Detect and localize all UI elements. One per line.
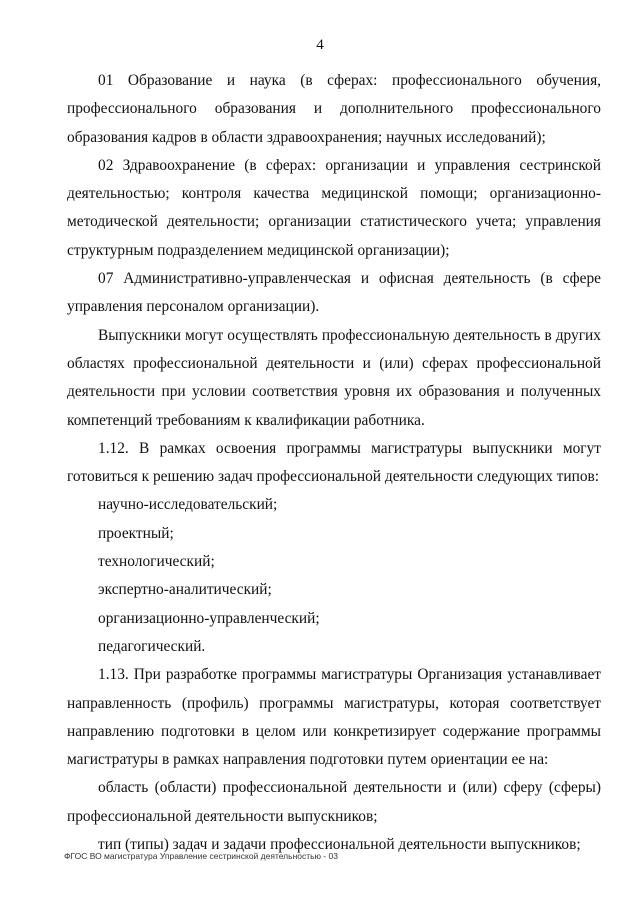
list-item-expert-analytical: экспертно-аналитический;	[98, 581, 272, 599]
paragraph-section-1-13: 1.13. При разработке программы магистратуры Организация устанавливает направленность (профиль) программы магистратуры, которая соответствует направлению подготовки в целом или конкретизирует содержание программы магистратуры в рамках направления подготовки путем ориентации ее на:	[67, 666, 601, 769]
paragraph-professional-area: область (области) профессиональной деятельности и (или) сферу (сферы) профессиональной деятельности выпускников;	[67, 779, 601, 825]
list-item-technological: технологический;	[98, 553, 215, 571]
list-item-research: научно-исследовательский;	[98, 496, 278, 514]
paragraph-graduates-other-areas: Выпускники могут осуществлять профессиональную деятельность в других областях профессиональной деятельности и (или) сферах профессиональной деятельности при условии соответствия уровня их образования и полученных компетенций требованиям к квалификации работника.	[67, 326, 601, 429]
list-item-organizational-managerial: организационно-управленческий;	[98, 609, 320, 627]
paragraph-task-types: тип (типы) задач и задачи профессиональной деятельности выпускников;	[98, 836, 581, 854]
page-number: 4	[316, 37, 324, 53]
document-body	[67, 67, 601, 859]
paragraph-section-1-12: 1.12. В рамках освоения программы магистратуры выпускники могут готовиться к решению задач профессиональной деятельности следующих типов:	[67, 439, 601, 486]
paragraph-education-science: 01 Образование и наука (в сферах: профессионального обучения, профессионального образования и дополнительного профессионального образования кадров в области здравоохранения; научных исследований);	[67, 72, 601, 146]
list-item-pedagogical: педагогический.	[98, 637, 206, 655]
page-footer: ФГОС ВО магистратура Управление сестринской деятельностью - 03	[64, 851, 338, 861]
paragraph-healthcare: 02 Здравоохранение (в сферах: организации и управления сестринской деятельностью; контроля качества медицинской помощи; организационно-методической деятельности; организации статистического учета; управления структурным подразделением медицинской организации);	[67, 156, 601, 259]
list-item-project: проектный;	[98, 524, 174, 542]
paragraph-administrative: 07 Административно-управленческая и офисная деятельность (в сфере управления персоналом организации).	[67, 270, 601, 316]
